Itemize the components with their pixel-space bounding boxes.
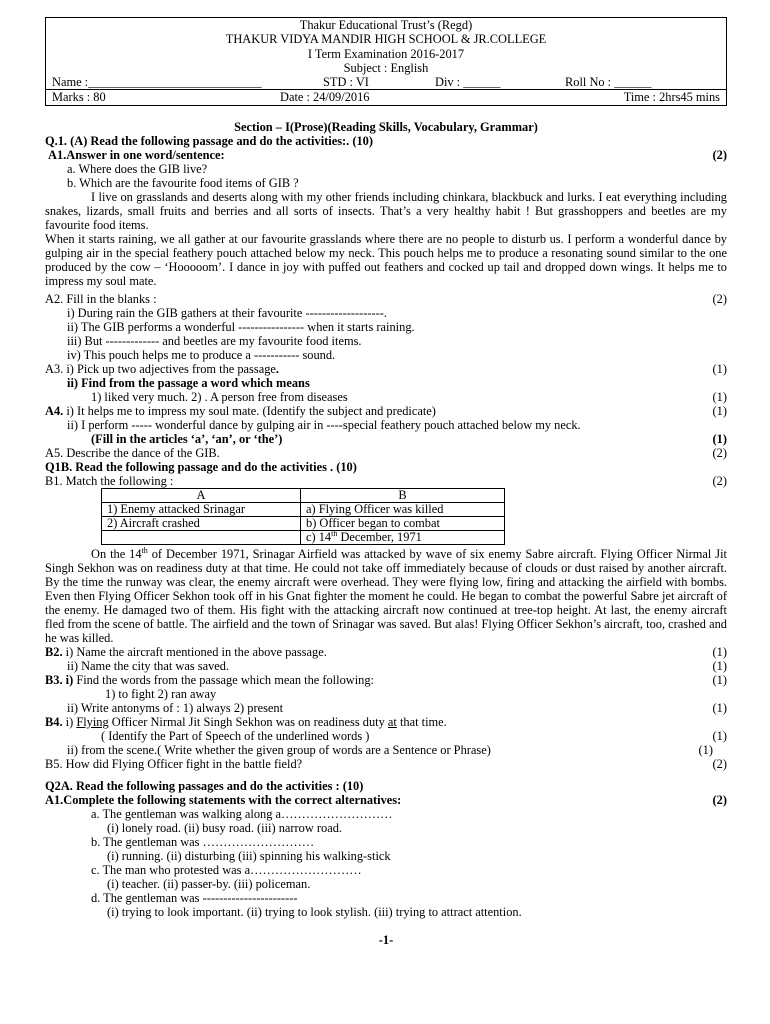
exam-name: I Term Examination 2016-2017 (307, 46, 465, 61)
a3-ii-marks: (1) (712, 389, 727, 404)
b2-item-ii: ii) Name the city that was saved. (1) (67, 658, 727, 673)
a2-item-ii: ii) The GIB performs a wonderful ---------------- when it starts raining. (67, 319, 415, 334)
marks-field: Marks : 80 (52, 90, 106, 105)
q1b-title: Q1B. Read the following passage and do the activities . (10) (45, 459, 357, 474)
passage-para-2: When it starts raining, we all gather at our favourite grasslands where there are no people to disturb us. I perform a wonderful dance by gulping air in the special feathery pouch attached below my neck. This pouch helps me to produce a resonating sound similar to the one produced by the cow – ‘Hooooom’. I dance in joy with puffed out feathers and cocked up tail and dropped down wings. It helps me to impress my soul mate. (45, 231, 727, 288)
b3-item-ii: ii) Write antonyms of : 1) always 2) present (1) (67, 700, 727, 715)
page-number: -1- (378, 932, 394, 947)
table-head-b: B (301, 488, 505, 502)
subject-line: Subject : English (343, 60, 429, 75)
trust-name: Thakur Educational Trust’s (Regd) (299, 18, 473, 32)
b3-i-marks: (1) (712, 672, 727, 687)
a4-ii-note: (Fill in the articles ‘a’, ‘an’, or ‘the’) (1) (91, 431, 727, 446)
b4-item-i: B4. i) Flying Officer Nirmal Jit Singh Sekhon was on readiness duty at that time. (45, 714, 447, 729)
section-title: Section – I(Prose)(Reading Skills, Vocabulary, Grammar) (234, 119, 538, 134)
date-field: Date : 24/09/2016 (280, 90, 370, 105)
q2a-title: Q2A. Read the following passages and do the activities : (10) (45, 778, 364, 793)
match-table (101, 488, 505, 545)
exam-header (45, 17, 727, 106)
a3-item-i: A3. i) Pick up two adjectives from the passage. (1) (45, 361, 727, 376)
a3-i-marks: (1) (712, 361, 727, 376)
list-item: b. The gentleman was ……………………… (91, 834, 315, 849)
a3-item-ii: ii) Find from the passage a word which means (67, 375, 310, 390)
q2a-a1-title: A1.Complete the following statements with the correct alternatives: (2) (45, 792, 727, 807)
a4-item-i: A4. i) It helps me to impress my soul mate. (Identify the subject and predicate) (1) (45, 403, 727, 418)
q1b-passage: On the 14th of December 1971, Srinagar Airfield was attacked by wave of six enemy Sabre aircraft. Flying Officer Nirmal Jit Singh Sekhon was on readiness duty at that time. He could not take off immediately because of clouds or dust raised by another aircraft. By the time the runway was clear, the enemy aircraft were overhead. They were flying low, firing and attacking the airfield with bombs. Even then Flying Officer Sekhon took off in his Gnat fighter the moment he could. He began to combat the powerful Sabre jet aircraft of the enemy. He damaged two of them. His fight with the attacking aircraft now continued at tree-top height. At last, the enemy aircraft fled from the scene of battle. The airfield and the town of Srinagar was saved. But alas! Flying Officer Sekhon’s aircraft, too, crashed and he was killed. (45, 545, 728, 645)
b5-question: B5. How did Flying Officer fight in the battle field? (2) (45, 756, 727, 771)
roll-field: Roll No : ______ (565, 75, 652, 90)
b1-title: B1. Match the following : (2) (45, 473, 727, 488)
list-item: c. The man who protested was a……………………… (91, 862, 362, 877)
table-cell: a) Flying Officer was killed (301, 502, 505, 516)
q1a-title: Q.1. (A) Read the following passage and do the activities:. (10) (45, 133, 373, 148)
div-field: Div : ______ (435, 75, 501, 90)
q2a-a1-marks: (2) (712, 792, 727, 807)
passage-para-1: I live on grasslands and deserts along with my other friends including chinkara, blackbuck and lurks. I eat everything including snakes, lizards, small fruits and berries and all sorts of insects. That’s a very healthy habit ! But grasshoppers and beetles are my favourite food items. (45, 189, 727, 232)
b5-marks: (2) (712, 756, 727, 771)
table-cell: 1) Enemy attacked Srinagar (102, 502, 301, 516)
table-cell: 2) Aircraft crashed (102, 516, 301, 530)
name-field: Name :____________________________ (52, 75, 262, 90)
b4-i-note: ( Identify the Part of Speech of the underlined words ) (1) (101, 728, 727, 743)
list-item: a. The gentleman was walking along a……………………… (91, 806, 393, 821)
table-cell: b) Officer began to combat (301, 516, 505, 530)
b1-marks: (2) (712, 473, 727, 488)
a2-item-i: i) During rain the GIB gathers at their favourite -------------------. (67, 305, 387, 320)
b4-i-marks: (1) (712, 728, 727, 743)
a5-question: A5. Describe the dance of the GIB. (2) (45, 445, 727, 460)
list-item-options: (i) lonely road. (ii) busy road. (iii) narrow road. (107, 820, 343, 835)
a1-question-b: b. Which are the favourite food items of GIB ? (67, 175, 299, 190)
list-item-options: (i) running. (ii) disturbing (iii) spinning his walking-stick (107, 848, 391, 863)
a2-item-iv: iv) This pouch helps me to produce a ----------- sound. (67, 347, 336, 362)
student-info-row (52, 75, 720, 89)
b3-ii-marks: (1) (712, 700, 727, 715)
list-item-options: (i) teacher. (ii) passer-by. (iii) policeman. (107, 876, 311, 891)
school-name: THAKUR VIDYA MANDIR HIGH SCHOOL & JR.COLLEGE (225, 32, 547, 47)
a1-question-a: a. Where does the GIB live? (67, 161, 208, 176)
marks-row (46, 89, 726, 104)
b2-i-marks: (1) (712, 644, 727, 659)
a3-ii-options: 1) liked very much. 2) . A person free from diseases (1) (91, 389, 727, 404)
b4-item-ii: ii) from the scene.( Write whether the given group of words are a Sentence or Phrase) (1) (67, 742, 713, 757)
a2-title: A2. Fill in the blanks : (2) (45, 291, 727, 306)
list-item-options: (i) trying to look important. (ii) trying to look stylish. (iii) trying to attract attention. (107, 904, 522, 919)
table-head-a: A (102, 488, 301, 502)
table-row (102, 488, 505, 502)
a4-item-ii: ii) I perform ----- wonderful dance by gulping air in ----special feathery pouch attached below my neck. (67, 417, 581, 432)
table-cell (102, 530, 301, 544)
a5-marks: (2) (712, 445, 727, 460)
a2-marks: (2) (712, 291, 727, 306)
exam-page (45, 17, 727, 948)
time-field: Time : 2hrs45 mins (623, 90, 720, 105)
list-item: d. The gentleman was ----------------------- (91, 890, 298, 905)
a1-title: A1.Answer in one word/sentence: (2) (48, 147, 727, 162)
b2-ii-marks: (1) (712, 658, 727, 673)
std-field: STD : VI (323, 75, 369, 90)
table-row (102, 516, 505, 530)
b2-item-i: B2. i) Name the aircraft mentioned in the above passage. (1) (45, 644, 727, 659)
a4-ii-marks: (1) (712, 431, 727, 446)
a2-item-iii: iii) But ------------- and beetles are my favourite food items. (67, 333, 362, 348)
table-row (102, 530, 505, 544)
a4-i-marks: (1) (712, 403, 727, 418)
table-row (102, 502, 505, 516)
b4-ii-marks: (1) (698, 742, 713, 757)
b3-item-i: B3. i) Find the words from the passage which mean the following: (1) (45, 672, 727, 687)
a1-marks: (2) (712, 147, 727, 162)
table-cell: c) 14th December, 1971 (301, 530, 505, 544)
b3-i-options: 1) to fight 2) ran away (105, 686, 217, 701)
